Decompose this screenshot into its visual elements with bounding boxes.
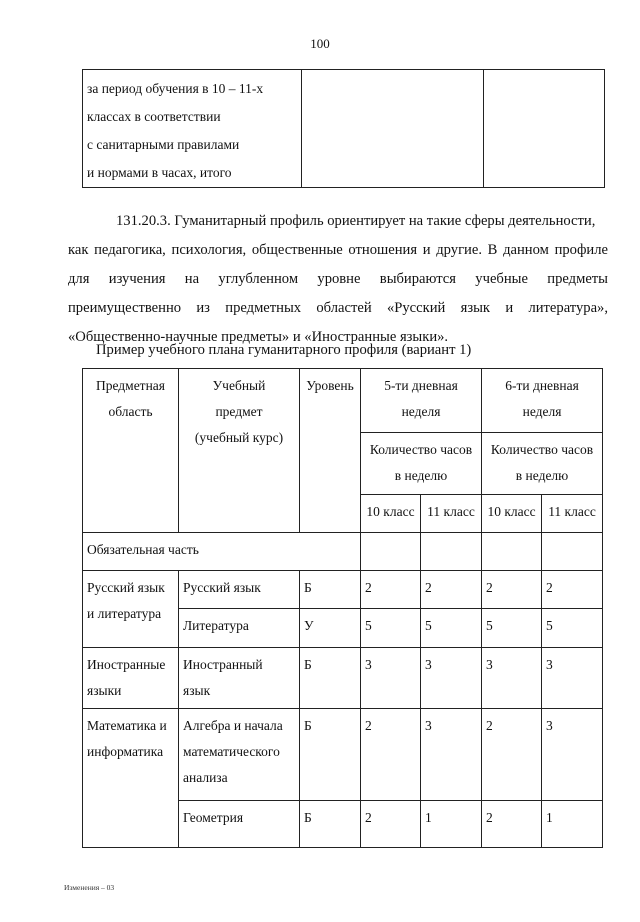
hours-cell: 2 (542, 571, 603, 609)
total-hours-label-line: и нормами в часах, итого (87, 165, 232, 180)
header-text: Количество часов (369, 442, 473, 458)
continued-table (82, 69, 605, 188)
subject-area-text: и литература (87, 606, 162, 622)
level-cell: Б (300, 800, 361, 847)
subject-area-cell (83, 571, 179, 647)
paragraph-line: как педагогика, психология, общественные отношения и другие. В данном профиле (68, 242, 608, 258)
header-text: неделя (401, 404, 441, 419)
paragraph-line: 131.20.3. Гуманитарный профиль ориентирует на такие сферы деятельности, (116, 213, 596, 229)
hours-cell: 3 (421, 647, 482, 708)
empty-cell (542, 533, 603, 571)
empty-cell (361, 533, 421, 571)
header-subject (179, 369, 300, 533)
subject-text: язык (183, 682, 211, 698)
hours-cell: 2 (482, 571, 542, 609)
hours-cell: 1 (542, 800, 603, 847)
header-text: 6-ти дневная (505, 378, 579, 393)
header-text: область (108, 404, 153, 419)
hours-cell: 3 (421, 708, 482, 800)
table-caption: Пример учебного плана гуманитарного профиля (вариант 1) (96, 342, 472, 358)
subject-text: Иностранный (183, 656, 263, 672)
subject-cell (179, 647, 300, 708)
header-text: Предметная (95, 378, 166, 393)
subject-area-cell (83, 647, 179, 708)
hours-cell: 2 (361, 800, 421, 847)
subject-text: Алгебра и начала (183, 717, 283, 733)
header-hours-per-week (482, 433, 603, 495)
paragraph-line: для изучения на углубленном уровне выбираются учебные предметы (68, 271, 608, 287)
subject-text: анализа (183, 769, 228, 785)
header-text: 5-ти дневная (384, 378, 458, 393)
empty-cell (482, 533, 542, 571)
profile-description-paragraph (68, 207, 608, 352)
level-cell: Б (300, 571, 361, 609)
subject-cell: Геометрия (179, 800, 300, 847)
empty-cell (421, 533, 482, 571)
header-text: предмет (215, 404, 263, 419)
hours-cell: 2 (421, 571, 482, 609)
total-hours-label-line: за период обучения в 10 – 11-х (87, 81, 264, 96)
header-text: неделя (522, 404, 562, 419)
header-text: (учебный курс) (194, 430, 284, 445)
hours-cell: 2 (482, 800, 542, 847)
header-grade: 10 класс (482, 495, 542, 533)
empty-cell (484, 70, 605, 188)
total-hours-label-line: классах в соответствии (87, 109, 221, 124)
hours-cell: 2 (482, 708, 542, 800)
paragraph-line: «Общественно-научные предметы» и «Иностранные языки». (68, 329, 449, 345)
header-text: Учебный (212, 378, 266, 393)
hours-cell: 5 (421, 609, 482, 647)
total-hours-label-cell (83, 70, 302, 188)
subject-area-text: Математика и (87, 717, 167, 733)
hours-cell: 1 (421, 800, 482, 847)
hours-cell: 2 (361, 571, 421, 609)
subject-area-text: Иностранные (87, 656, 166, 672)
subject-cell (179, 708, 300, 800)
header-6-day-week (482, 369, 603, 433)
curriculum-plan-table (82, 368, 603, 848)
subject-cell: Русский язык (179, 571, 300, 609)
hours-cell: 5 (361, 609, 421, 647)
header-subject-area (83, 369, 179, 533)
header-text: в неделю (394, 468, 448, 484)
subject-area-cell (83, 708, 179, 847)
subject-text: математического (183, 743, 280, 759)
hours-cell: 5 (482, 609, 542, 647)
header-5-day-week (361, 369, 482, 433)
footer-revision-note: Изменения – 03 (64, 883, 115, 892)
level-cell: У (300, 609, 361, 647)
hours-cell: 3 (542, 647, 603, 708)
header-hours-per-week (361, 433, 482, 495)
subject-area-text: информатика (87, 743, 164, 759)
hours-cell: 2 (361, 708, 421, 800)
header-grade: 11 класс (542, 495, 603, 533)
page-number: 100 (310, 36, 330, 51)
subject-area-text: Русский язык (87, 580, 165, 596)
header-grade: 10 класс (361, 495, 421, 533)
mandatory-part-label: Обязательная часть (83, 533, 361, 571)
hours-cell: 3 (361, 647, 421, 708)
paragraph-line: преимущественно из предметных областей «Русский язык и литература», (68, 300, 608, 316)
hours-cell: 3 (482, 647, 542, 708)
hours-cell: 5 (542, 609, 603, 647)
header-text: Количество часов (490, 442, 594, 458)
total-hours-label-line: с санитарными правилами (87, 137, 240, 152)
subject-area-text: языки (87, 682, 122, 698)
level-cell: Б (300, 708, 361, 800)
header-text: в неделю (515, 468, 569, 484)
level-cell: Б (300, 647, 361, 708)
header-text: Уровень (306, 378, 354, 393)
subject-cell: Литература (179, 609, 300, 647)
header-level (300, 369, 361, 533)
header-grade: 11 класс (421, 495, 482, 533)
empty-cell (302, 70, 484, 188)
hours-cell: 3 (542, 708, 603, 800)
